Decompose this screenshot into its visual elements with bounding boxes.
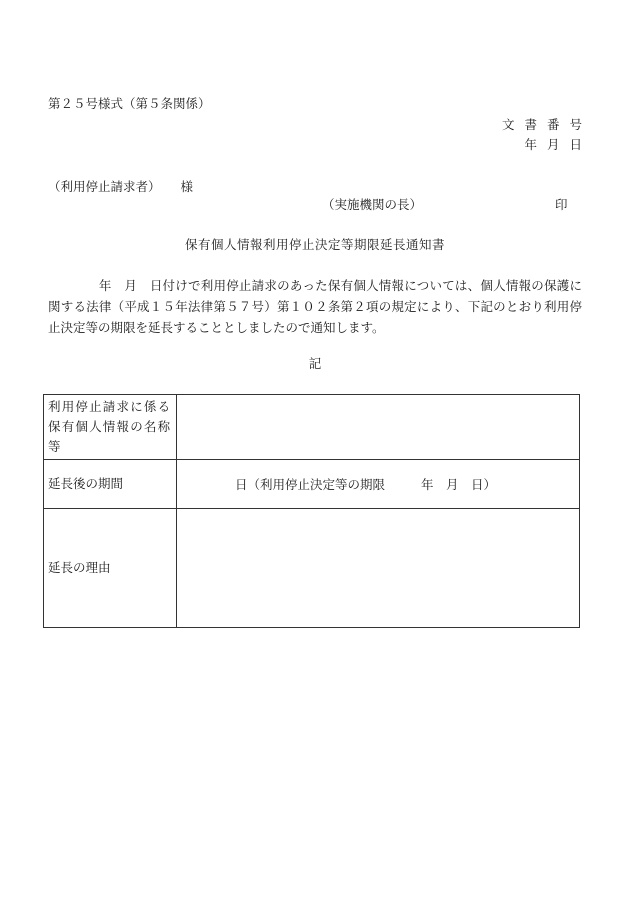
recipient-line — [48, 179, 193, 195]
seal-mark: 印 — [555, 197, 568, 212]
row-value-period[interactable] — [177, 460, 580, 509]
table-row — [44, 509, 580, 628]
details-table — [43, 394, 580, 628]
row-value-reason[interactable] — [177, 509, 580, 628]
row-label-reason: 延長の理由 — [44, 509, 177, 628]
notice-body: 年 月 日付けで利用停止請求のあった保有個人情報については、個人情報の保護に関する法律（平成１５年法律第５７号）第１０２条第２項の規定により、下記のとおり利用停止決定等の期限を延長することとしましたので通知します。 — [48, 278, 582, 335]
recipient-label: （利用停止請求者） — [48, 179, 161, 194]
document-title: 保有個人情報利用停止決定等期限延長通知書 — [184, 237, 445, 252]
ki-heading: 記 — [308, 356, 322, 371]
table-row — [44, 395, 580, 460]
period-date-fields: 年 月 日） — [421, 477, 497, 492]
recipient-honorific: 様 — [180, 179, 194, 194]
row-value-info-name[interactable] — [177, 395, 580, 460]
issuer-label: （実施機関の長） — [322, 197, 423, 212]
document-date: 年月日 — [524, 137, 592, 152]
row-label-info-name: 利用停止請求に係る保有個人情報の名称等 — [44, 395, 177, 460]
table-row — [44, 460, 580, 509]
period-deadline-label: （利用停止決定等の期限 — [247, 477, 386, 492]
form-number: 第２５号様式（第５条関係） — [48, 96, 211, 111]
document-number: 文書番号 — [501, 117, 592, 132]
row-label-period: 延長後の期間 — [44, 460, 177, 509]
period-day: 日 — [235, 477, 248, 492]
